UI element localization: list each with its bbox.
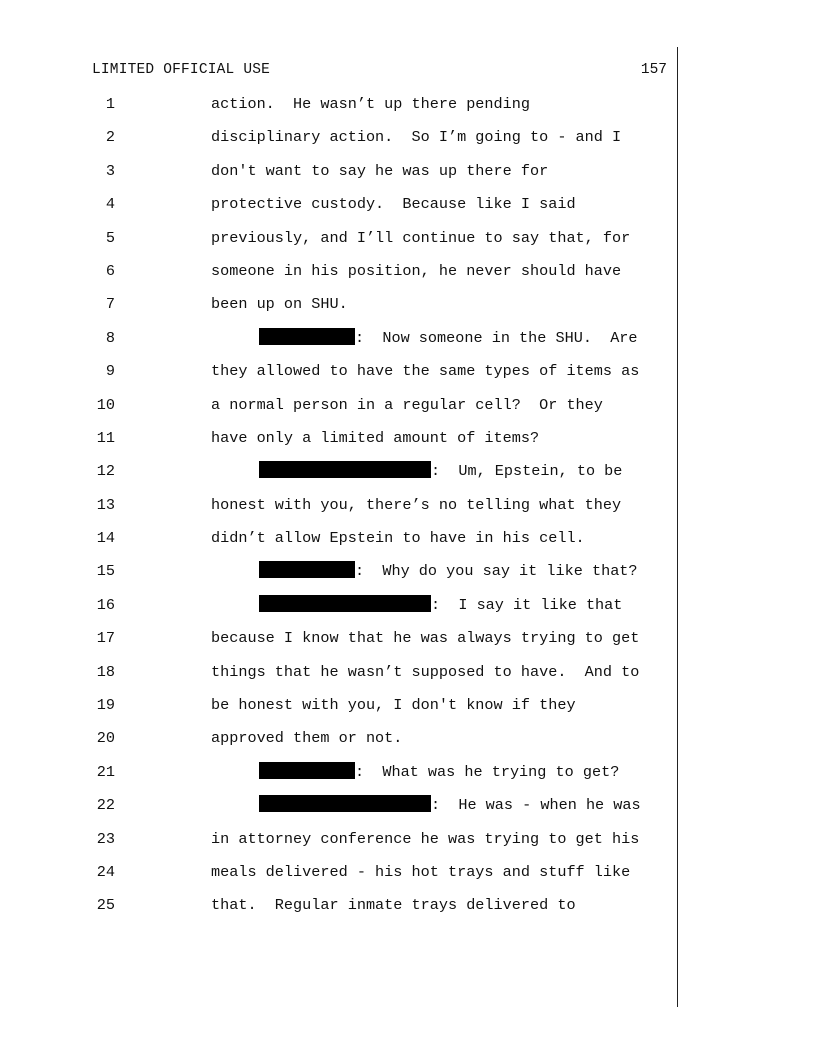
line-text [211,294,348,314]
line-text [211,662,639,682]
transcript-line [0,395,700,428]
line-number: 3 [105,161,115,180]
line-text [211,862,630,882]
line-number: 1 [105,95,115,113]
line-text [211,728,402,748]
header-classification: LIMITED OFFICIAL USE [92,62,271,78]
transcript-line [0,361,700,394]
line-text [211,528,585,548]
line-number: 22 [96,796,115,815]
transcript-line [0,829,700,862]
transcript-line [0,628,700,661]
line-number: 19 [96,696,115,715]
line-number: 2 [105,128,115,147]
line-number: 11 [96,428,115,447]
line-content: don't want to say he was up there for [211,161,549,180]
transcript-line [0,862,700,895]
transcript-line [0,294,700,327]
transcript-line [0,595,700,628]
line-text [211,695,576,715]
line-text [259,762,619,782]
line-text [259,795,641,815]
transcript-line [0,795,700,828]
transcript-line [0,228,700,261]
line-number: 23 [96,829,115,848]
line-content: things that he wasn’t supposed to have. And to [211,662,640,681]
line-content: that. Regular inmate trays delivered to [211,896,576,915]
line-content: have only a limited amount of items? [211,428,540,447]
transcript-line [0,728,700,761]
transcript-line [0,895,700,928]
line-content: : Now someone in the SHU. Are [355,328,638,347]
redacted-interviewer-name [259,561,355,578]
transcript-line [0,428,700,461]
transcript-line [0,495,700,528]
line-content: be honest with you, I don't know if they [211,696,576,715]
line-text [259,561,638,581]
line-text [211,361,639,381]
line-content: a normal person in a regular cell? Or they [211,395,603,414]
line-text [211,228,630,248]
transcript-body [0,94,700,929]
redacted-witness-name [259,461,431,478]
page-number: 157 [640,62,667,78]
line-content: disciplinary action. So I’m going to - and I [211,128,622,147]
line-text [211,127,621,147]
redacted-interviewer-name [259,762,355,779]
line-content: they allowed to have the same types of items as [211,362,640,381]
line-number: 6 [105,261,115,280]
line-content: previously, and I’ll continue to say that, for [211,228,631,247]
transcript-line [0,528,700,561]
transcript-line [0,328,700,361]
line-number: 15 [96,562,115,581]
line-number: 21 [96,762,115,781]
line-text [211,395,603,415]
transcript-line [0,261,700,294]
line-number: 18 [96,662,115,681]
line-content: didn’t allow Epstein to have in his cell. [211,529,585,548]
line-text [211,628,639,648]
line-content: in attorney conference he was trying to get his [211,829,640,848]
line-text [259,595,622,615]
line-content: protective custody. Because like I said [211,195,576,214]
line-number: 5 [105,228,115,247]
line-content: : Um, Epstein, to be [431,462,623,481]
line-content: meals delivered - his hot trays and stuff like [211,862,631,881]
transcript-line [0,94,700,127]
line-text [211,495,621,515]
line-number: 25 [96,896,115,915]
line-content: been up on SHU. [211,295,348,314]
line-number: 4 [105,195,115,214]
line-content: someone in his position, he never should have [211,261,622,280]
transcript-line [0,662,700,695]
line-content: : I say it like that [431,595,623,614]
line-text [211,161,548,181]
line-number: 24 [96,862,115,881]
line-number: 7 [105,295,115,314]
transcript-line [0,695,700,728]
redacted-interviewer-name [259,328,355,345]
line-text [211,94,530,114]
line-text [259,328,638,348]
line-number: 8 [105,328,115,347]
transcript-line [0,762,700,795]
line-number: 16 [96,595,115,614]
line-content: : What was he trying to get? [355,762,620,781]
line-number: 20 [96,729,115,748]
line-text [211,194,576,214]
line-content: action. He wasn’t up there pending [211,95,530,113]
line-content: : He was - when he was [431,796,641,815]
line-number: 13 [96,495,115,514]
line-content: honest with you, there’s no telling what they [211,495,622,514]
transcript-line [0,561,700,594]
line-content: because I know that he was always trying to get [211,629,640,648]
line-text [211,428,539,448]
line-content: approved them or not. [211,729,403,748]
line-text [211,261,621,281]
transcript-line [0,194,700,227]
transcript-line [0,127,700,160]
redacted-witness-name [259,795,431,812]
line-text [211,895,576,915]
line-number: 9 [105,362,115,381]
transcript-line [0,161,700,194]
redacted-witness-name [259,595,431,612]
line-text [211,829,639,849]
line-number: 10 [96,395,115,414]
line-number: 12 [96,462,115,481]
line-text [259,461,622,481]
transcript-line [0,461,700,494]
line-number: 14 [96,529,115,548]
line-content: : Why do you say it like that? [355,562,638,581]
line-number: 17 [96,629,115,648]
